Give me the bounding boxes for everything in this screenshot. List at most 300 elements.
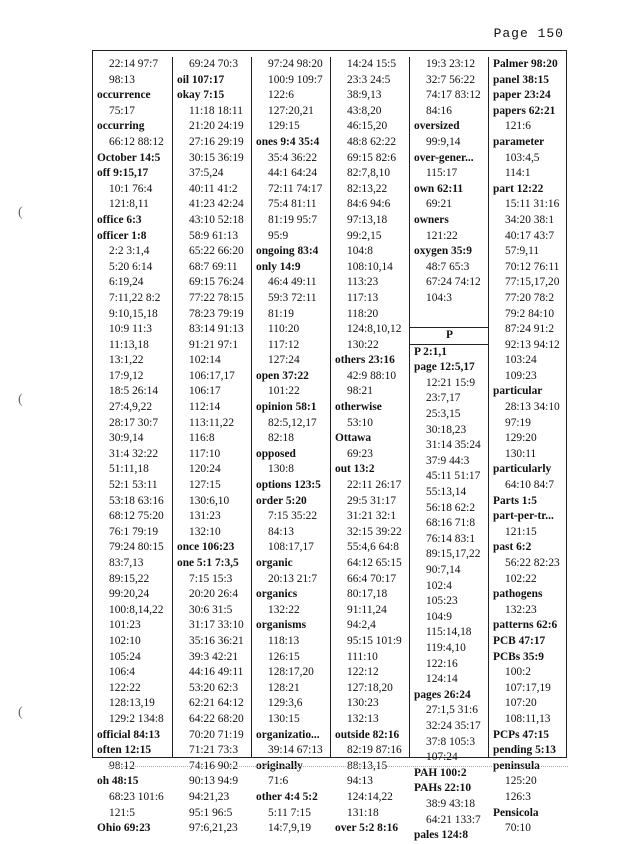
index-reference: 20:13 21:7 <box>268 572 318 585</box>
index-reference: 130:15 <box>268 712 300 725</box>
index-reference: 68:16 71:8 <box>426 517 476 530</box>
index-headword: parameter <box>493 135 545 148</box>
index-reference: 130:22 <box>347 338 379 351</box>
index-reference: 127:20,21 <box>268 104 314 117</box>
index-headword: pathogens <box>493 588 543 601</box>
index-reference: 124:8,10,12 <box>347 323 402 336</box>
index-reference: 79:2 84:10 <box>505 307 555 320</box>
index-reference: 57:9,11 <box>505 245 540 258</box>
index-headword: over-gener... <box>414 151 474 164</box>
index-reference: 129:2 134:8 <box>109 712 164 725</box>
index-reference: 38:9,13 <box>347 89 382 102</box>
index-reference: 44:1 64:24 <box>268 167 318 180</box>
index-reference: 84:6 94:6 <box>347 198 391 211</box>
index-reference: 97:6,21,23 <box>189 822 238 835</box>
index-reference: 98:13 <box>109 73 135 86</box>
index-reference: 29:5 31:17 <box>347 494 397 507</box>
index-reference: 126:15 <box>268 650 300 663</box>
punch-hole-mark: ( <box>18 705 23 720</box>
index-reference: 30:15 36:19 <box>189 151 244 164</box>
index-reference: 56:22 82:23 <box>505 557 560 569</box>
index-reference: 115:17 <box>426 167 458 180</box>
index-reference: 100:9 109:7 <box>268 73 323 86</box>
index-headword: once 106:23 <box>177 541 235 554</box>
index-reference: 82:13,22 <box>347 182 388 195</box>
index-reference: 28:13 34:10 <box>505 401 560 414</box>
index-reference: 79:24 80:15 <box>109 541 164 554</box>
index-headword: PAH 100:2 <box>414 766 467 779</box>
index-headword: oxygen 35:9 <box>414 245 472 258</box>
index-reference: 46:15,20 <box>347 120 388 133</box>
index-reference: 69:15 76:24 <box>189 276 244 289</box>
index-headword: officer 1:8 <box>97 229 147 242</box>
index-reference: 12:21 15:9 <box>426 376 476 389</box>
section-letter: P <box>410 328 489 345</box>
index-reference: 32:15 39:22 <box>347 525 402 538</box>
index-reference: 102:10 <box>109 634 141 647</box>
index-reference: 2:2 3:1,4 <box>109 245 150 258</box>
index-reference: 128:21 <box>268 681 300 694</box>
index-reference: 70:10 <box>505 822 531 835</box>
index-reference: 35:16 36:21 <box>189 634 244 647</box>
index-reference: 102:14 <box>189 354 221 367</box>
index-headword: PCBs 35:9 <box>493 650 544 663</box>
index-column-3 <box>251 57 331 835</box>
index-reference: 34:20 38:1 <box>505 213 555 226</box>
index-reference: 18:5 26:14 <box>109 385 159 398</box>
index-headword: okay 7:15 <box>177 89 225 102</box>
index-reference: 77:15,17,20 <box>505 276 560 289</box>
index-reference: 118:13 <box>268 634 300 647</box>
index-reference: 97:19 <box>505 416 531 429</box>
index-reference: 103:4,5 <box>505 151 540 164</box>
index-reference: 132:23 <box>505 603 537 616</box>
index-reference: 129:3,6 <box>268 697 303 710</box>
index-headword: PCPs 47:15 <box>493 728 549 741</box>
index-reference: 74:16 90:2 <box>189 759 239 772</box>
index-reference: 13:1,22 <box>109 354 144 367</box>
index-reference: 48:7 65:3 <box>426 260 470 273</box>
index-reference: 132:13 <box>347 712 379 725</box>
index-reference: 52:1 53:11 <box>109 479 158 492</box>
index-reference: 37:8 105:3 <box>426 735 476 748</box>
index-reference: 121:22 <box>426 229 458 242</box>
index-reference: 48:8 62:22 <box>347 135 397 148</box>
index-reference: 76:1 79:19 <box>109 525 159 538</box>
index-reference: 40:11 41:2 <box>189 182 238 195</box>
index-reference: 125:20 <box>505 775 537 788</box>
index-reference: 95:15 101:9 <box>347 634 402 647</box>
index-reference: 10:1 76:4 <box>109 182 153 195</box>
index-headword: oil 107:17 <box>177 73 225 86</box>
index-headword: organisms <box>256 619 306 632</box>
index-reference: 127:24 <box>268 354 300 367</box>
index-reference: 117:10 <box>189 447 221 460</box>
index-reference: 130:23 <box>347 697 379 710</box>
index-reference: 10:9 11:3 <box>109 323 152 336</box>
index-headword: oh 48:15 <box>97 775 139 788</box>
index-reference: 20:20 26:4 <box>189 588 239 601</box>
index-reference: 75:17 <box>109 104 135 117</box>
index-headword: originally <box>256 759 303 772</box>
index-headword: organic <box>256 557 293 569</box>
index-reference: 98:12 <box>109 759 135 772</box>
index-reference: 130:8 <box>268 463 294 476</box>
index-reference: 32:24 35:17 <box>426 719 481 732</box>
index-reference: 37:9 44:3 <box>426 454 470 467</box>
index-reference: 23:3 24:5 <box>347 73 391 86</box>
punch-hole-mark: ( <box>18 205 23 220</box>
index-reference: 51:11,18 <box>109 463 149 476</box>
index-reference: 46:4 49:11 <box>268 276 317 289</box>
index-reference: 106:17,17 <box>189 369 235 382</box>
index-column-2 <box>172 57 252 835</box>
index-headword: only 14:9 <box>256 260 301 273</box>
index-reference: 30:6 31:5 <box>189 603 233 616</box>
index-reference: 84:16 <box>426 104 452 117</box>
index-reference: 97:24 98:20 <box>268 58 323 70</box>
index-headword: others 23:16 <box>335 354 395 367</box>
index-headword: October 14:5 <box>97 151 161 164</box>
index-headword: particularly <box>493 463 552 476</box>
index-reference: 129:20 <box>505 432 537 445</box>
index-reference: 106:4 <box>109 666 135 679</box>
index-reference: 81:19 95:7 <box>268 213 318 226</box>
index-headword: Pensicola <box>493 806 539 819</box>
index-headword: often 12:15 <box>97 744 152 757</box>
index-headword: peninsula <box>493 759 540 772</box>
index-reference: 55:13,14 <box>426 486 467 499</box>
index-reference: 81:19 <box>268 307 294 320</box>
index-reference: 121:5 <box>109 806 135 819</box>
index-reference: 76:14 83:1 <box>426 532 476 545</box>
index-headword: panel 38:15 <box>493 73 550 86</box>
index-reference: 53:20 62:3 <box>189 681 239 694</box>
index-headword: out 13:2 <box>335 463 375 476</box>
index-headword: off 9:15,17 <box>97 167 149 180</box>
index-reference: 83:14 91:13 <box>189 323 244 336</box>
index-reference: 59:3 72:11 <box>268 291 317 304</box>
index-reference: 5:20 6:14 <box>109 260 153 273</box>
index-reference: 31:4 32:22 <box>109 447 159 460</box>
index-reference: 89:15,17,22 <box>426 548 481 561</box>
index-reference: 90:7,14 <box>426 564 461 576</box>
index-reference: 104:3 <box>426 291 452 304</box>
index-reference: 14:24 15:5 <box>347 58 397 70</box>
index-reference: 14:7,9,19 <box>268 822 312 835</box>
index-reference: 31:17 33:10 <box>189 619 244 632</box>
index-reference: 130:6,10 <box>189 494 230 507</box>
index-headword: PAHs 22:10 <box>414 782 472 795</box>
index-reference: 66:12 88:12 <box>109 135 164 148</box>
index-reference: 83:7,13 <box>109 557 144 569</box>
index-headword: paper 23:24 <box>493 89 551 102</box>
index-reference: 41:23 42:24 <box>189 198 244 211</box>
index-reference: 78:23 79:19 <box>189 307 244 320</box>
index-reference: 77:22 78:15 <box>189 291 244 304</box>
index-reference: 102:22 <box>505 572 537 585</box>
index-reference: 130:11 <box>505 447 537 460</box>
index-reference: 28:17 30:7 <box>109 416 159 429</box>
index-headword: Palmer 98:20 <box>493 58 558 70</box>
index-reference: 65:22 66:20 <box>189 245 244 258</box>
index-reference: 107:20 <box>505 697 537 710</box>
index-headword: Ottawa <box>335 432 372 445</box>
index-reference: 117:12 <box>268 338 300 351</box>
index-reference: 42:9 88:10 <box>347 369 397 382</box>
index-reference: 53:10 <box>347 416 373 429</box>
index-reference: 105:23 <box>426 595 458 608</box>
index-reference: 64:22 68:20 <box>189 712 244 725</box>
index-reference: 30:9,14 <box>109 432 144 445</box>
index-reference: 122:22 <box>109 681 141 694</box>
index-headword: otherwise <box>335 401 382 414</box>
index-reference: 77:20 78:2 <box>505 291 555 304</box>
index-reference: 68:7 69:11 <box>189 260 238 273</box>
index-headword: pending 5:13 <box>493 744 556 757</box>
index-reference: 64:21 133:7 <box>426 813 481 826</box>
index-reference: 122:12 <box>347 666 379 679</box>
index-reference: 119:4,10 <box>426 641 466 654</box>
index-reference: 122:6 <box>268 89 294 102</box>
index-reference: 58:9 61:13 <box>189 229 239 242</box>
index-reference: 7:15 15:3 <box>189 572 233 585</box>
index-reference: 71:6 <box>268 775 289 788</box>
index-reference: 87:24 91:2 <box>505 323 555 336</box>
index-reference: 121:15 <box>505 525 537 538</box>
index-reference: 74:17 83:12 <box>426 89 481 102</box>
index-reference: 108:10,14 <box>347 260 393 273</box>
index-headword: P 2:1,1 <box>414 345 447 358</box>
index-reference: 11:18 18:11 <box>189 104 243 117</box>
index-reference: 27:16 29:19 <box>189 135 244 148</box>
index-reference: 69:23 <box>347 447 373 460</box>
punch-hole-mark: ( <box>18 392 23 407</box>
index-reference: 126:3 <box>505 790 531 803</box>
index-reference: 122:16 <box>426 657 458 670</box>
index-reference: 22:14 97:7 <box>109 58 159 70</box>
index-reference: 90:13 94:9 <box>189 775 239 788</box>
index-reference: 118:20 <box>347 307 379 320</box>
index-headword: particular <box>493 385 543 398</box>
index-reference: 104:8 <box>347 245 373 258</box>
index-reference: 94:13 <box>347 775 373 788</box>
index-reference: 95:9 <box>268 229 289 242</box>
index-reference: 69:24 70:3 <box>189 58 239 70</box>
index-reference: 121:6 <box>505 120 531 133</box>
index-reference: 98:21 <box>347 385 373 398</box>
index-reference: 121:8,11 <box>109 198 149 211</box>
index-reference: 25:3,15 <box>426 408 461 421</box>
index-reference: 95:1 96:5 <box>189 806 233 819</box>
index-reference: 31:21 32:1 <box>347 510 397 523</box>
index-reference: 129:15 <box>268 120 300 133</box>
index-headword: occurrence <box>97 89 151 102</box>
index-reference: 110:20 <box>268 323 300 336</box>
index-headword: one 5:1 7:3,5 <box>177 557 239 569</box>
index-reference: 69:15 82:6 <box>347 151 397 164</box>
index-reference: 67:24 74:12 <box>426 276 481 289</box>
index-reference: 99:9,14 <box>426 135 461 148</box>
index-reference: 127:18,20 <box>347 681 393 694</box>
index-headword: Ohio 69:23 <box>97 822 151 835</box>
index-headword: ones 9:4 35:4 <box>256 135 320 148</box>
index-headword: organics <box>256 588 298 601</box>
index-reference: 115:14,18 <box>426 626 472 639</box>
index-headword: other 4:4 5:2 <box>256 790 318 803</box>
index-reference: 114:1 <box>505 167 531 180</box>
word-index-table <box>92 50 567 842</box>
index-reference: 32:7 56:22 <box>426 73 476 86</box>
index-reference: 19:3 23:12 <box>426 58 476 70</box>
index-reference: 22:11 26:17 <box>347 479 402 492</box>
index-reference: 101:22 <box>268 385 300 398</box>
index-reference: 120:24 <box>189 463 221 476</box>
index-reference: 35:4 36:22 <box>268 151 318 164</box>
index-reference: 104:9 <box>426 610 452 623</box>
index-reference: 82:18 <box>268 432 294 445</box>
index-reference: 112:14 <box>189 401 221 414</box>
index-reference: 6:19,24 <box>109 276 144 289</box>
index-headword: office 6:3 <box>97 213 142 226</box>
index-reference: 15:11 31:16 <box>505 198 560 211</box>
index-headword: part-per-tr... <box>493 510 554 523</box>
index-reference: 124:14 <box>426 673 458 686</box>
index-reference: 92:13 94:12 <box>505 338 560 351</box>
index-reference: 91:11,24 <box>347 603 387 616</box>
index-headword: past 6:2 <box>493 541 532 554</box>
index-headword: patterns 62:6 <box>493 619 558 632</box>
index-reference: 127:15 <box>189 479 221 492</box>
page-number: Page 150 <box>493 26 564 41</box>
index-headword: pages 26:24 <box>414 688 471 701</box>
index-reference: 69:21 <box>426 198 452 211</box>
index-reference: 128:17,20 <box>268 666 314 679</box>
index-reference: 9:10,15,18 <box>109 307 158 320</box>
index-reference: 71:21 73:3 <box>189 744 239 757</box>
index-headword: open 37:22 <box>256 369 309 382</box>
index-reference: 39:3 42:21 <box>189 650 239 663</box>
index-reference: 44:16 49:11 <box>189 666 244 679</box>
index-headword: page 12:5,17 <box>414 361 475 374</box>
footer-rule <box>108 766 568 768</box>
index-headword: pales 124:8 <box>414 829 469 842</box>
index-reference: 82:7,8,10 <box>347 167 391 180</box>
index-reference: 91:21 97:1 <box>189 338 239 351</box>
index-reference: 99:2,15 <box>347 229 382 242</box>
index-reference: 107:24 <box>426 751 458 764</box>
index-reference: 84:13 <box>268 525 294 538</box>
index-reference: 82:5,12,17 <box>268 416 317 429</box>
index-reference: 30:18,23 <box>426 423 467 436</box>
index-reference: 117:13 <box>347 291 379 304</box>
index-headword: occurring <box>97 120 145 133</box>
index-reference: 17:9,12 <box>109 369 144 382</box>
index-reference: 56:18 62:2 <box>426 501 476 514</box>
index-headword: own 62:11 <box>414 182 464 195</box>
index-reference: 116:8 <box>189 432 215 445</box>
index-headword: PCB 47:17 <box>493 634 546 647</box>
index-reference: 68:12 75:20 <box>109 510 164 523</box>
index-reference: 66:4 70:17 <box>347 572 397 585</box>
index-reference: 132:10 <box>189 525 221 538</box>
index-reference: 5:11 7:15 <box>268 806 311 819</box>
index-reference: 7:11,22 8:2 <box>109 291 161 304</box>
index-reference: 97:13,18 <box>347 213 388 226</box>
index-reference: 111:10 <box>347 650 378 663</box>
index-reference: 7:15 35:22 <box>268 510 318 523</box>
index-reference: 64:12 65:15 <box>347 557 402 569</box>
index-reference: 45:11 51:17 <box>426 470 481 483</box>
index-reference: 64:10 84:7 <box>505 479 555 492</box>
index-reference: 103:24 <box>505 354 537 367</box>
index-reference: 43:8,20 <box>347 104 382 117</box>
index-headword: opinion 58:1 <box>256 401 317 414</box>
index-reference: 99:20,24 <box>109 588 150 601</box>
index-reference: 113:23 <box>347 276 379 289</box>
index-reference: 131:18 <box>347 806 379 819</box>
index-headword: Parts 1:5 <box>493 494 537 507</box>
index-reference: 132:22 <box>268 603 300 616</box>
index-headword: official 84:13 <box>97 728 160 741</box>
index-headword: opposed <box>256 447 296 460</box>
index-reference: 72:11 74:17 <box>268 182 323 195</box>
index-reference: 62:21 64:12 <box>189 697 244 710</box>
index-reference: 109:23 <box>505 369 537 382</box>
index-headword: ongoing 83:4 <box>256 245 319 258</box>
index-reference: 23:7,17 <box>426 392 461 405</box>
index-reference: 102:4 <box>426 579 452 592</box>
index-reference: 75:4 81:11 <box>268 198 317 211</box>
index-reference: 100:2 <box>505 666 531 679</box>
index-column-4 <box>330 57 410 835</box>
index-column-5 <box>409 57 489 842</box>
index-headword: outside 82:16 <box>335 728 400 741</box>
index-reference: 113:11,22 <box>189 416 235 429</box>
index-reference: 94:21,23 <box>189 790 230 803</box>
index-reference: 128:13,19 <box>109 697 155 710</box>
index-headword: owners <box>414 213 449 226</box>
index-reference: 107:17,19 <box>505 681 551 694</box>
index-headword: organizatio... <box>256 728 320 741</box>
index-reference: 38:9 43:18 <box>426 797 476 810</box>
index-reference: 11:13,18 <box>109 338 149 351</box>
index-reference: 27:4,9,22 <box>109 401 153 414</box>
index-reference: 31:14 35:24 <box>426 439 481 452</box>
index-column-6 <box>488 57 567 835</box>
index-headword: over 5:2 8:16 <box>335 822 399 835</box>
index-headword: papers 62:21 <box>493 104 556 117</box>
index-reference: 37:5,24 <box>189 167 224 180</box>
index-reference: 40:17 43:7 <box>505 229 555 242</box>
index-reference: 108:11,13 <box>505 712 551 725</box>
index-reference: 131:23 <box>189 510 221 523</box>
index-reference: 94:2,4 <box>347 619 376 632</box>
index-reference: 82:19 87:16 <box>347 744 402 757</box>
index-reference: 53:18 63:16 <box>109 494 164 507</box>
index-reference: 70:20 71:19 <box>189 728 244 741</box>
index-reference: 21:20 24:19 <box>189 120 244 133</box>
index-reference: 27:1,5 31:6 <box>426 704 478 717</box>
index-column-1 <box>93 57 172 835</box>
index-reference: 106:17 <box>189 385 221 398</box>
index-reference: 88:13,15 <box>347 759 388 772</box>
index-reference: 70:12 76:11 <box>505 260 560 273</box>
index-headword: part 12:22 <box>493 182 544 195</box>
index-headword: order 5:20 <box>256 494 307 507</box>
index-reference: 39:14 67:13 <box>268 744 323 757</box>
index-reference: 55:4,6 64:8 <box>347 541 399 554</box>
